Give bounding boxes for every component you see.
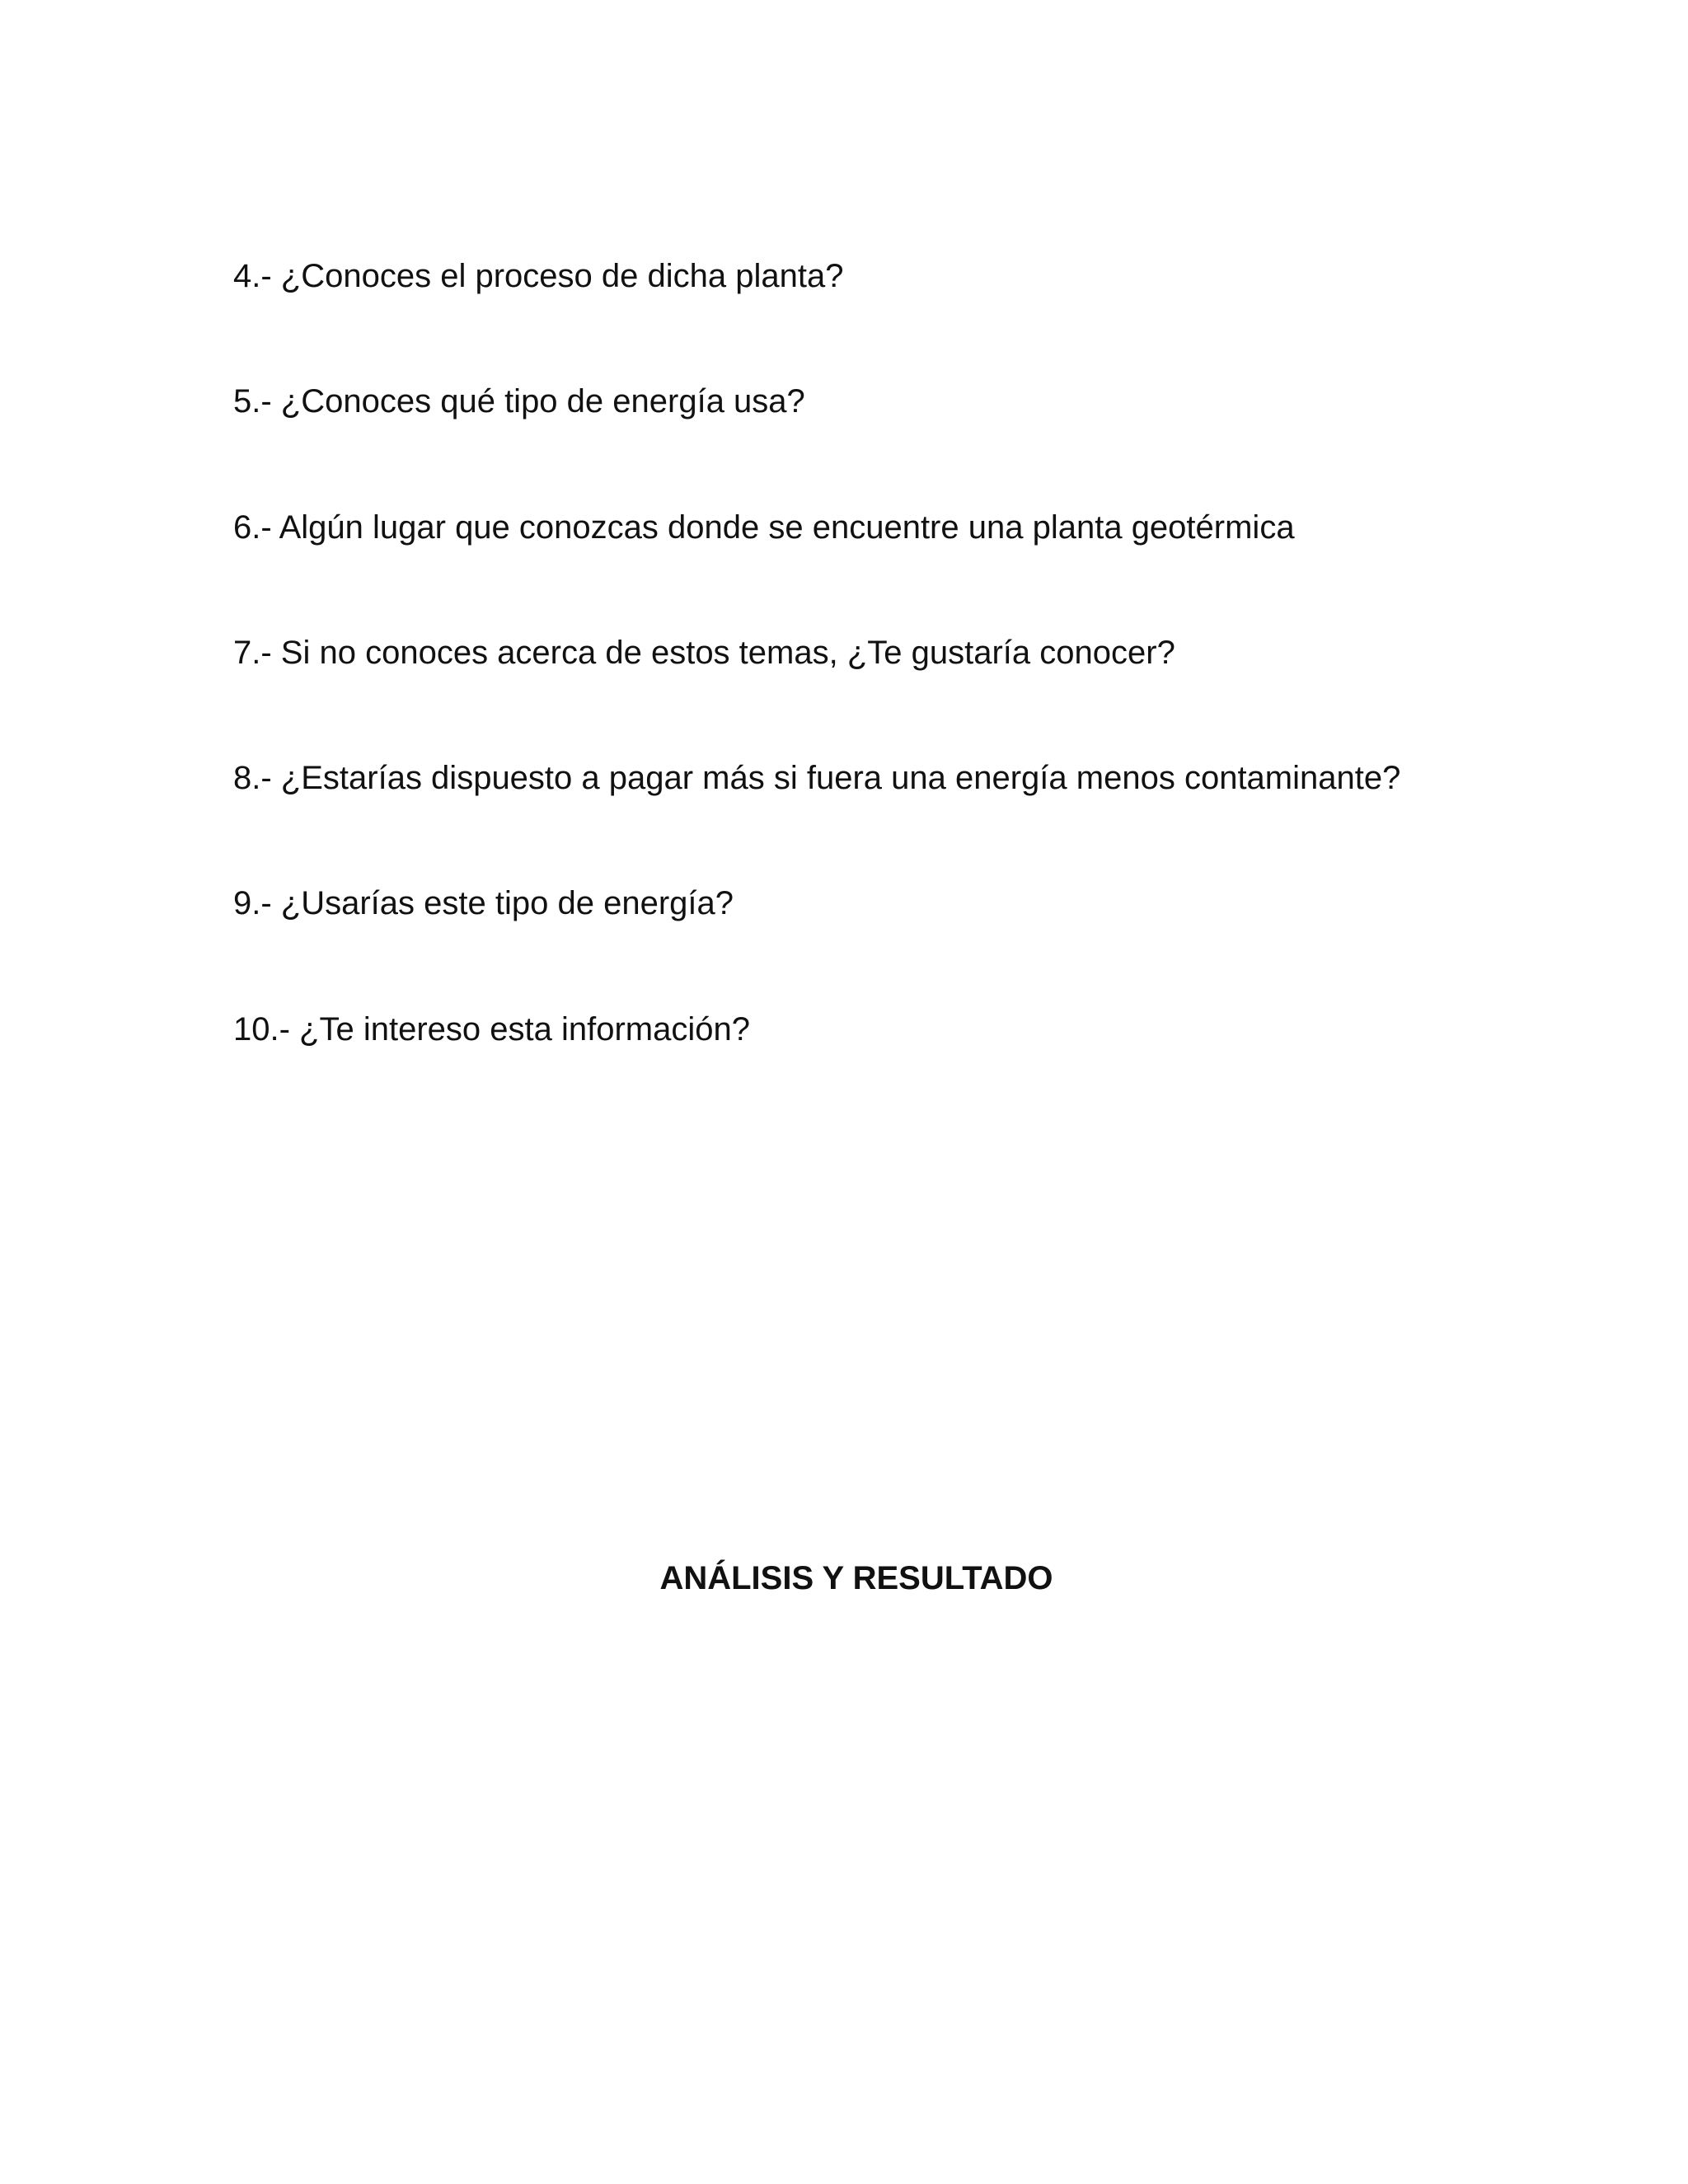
question-5: 5.- ¿Conoces qué tipo de energía usa? <box>233 383 805 419</box>
question-8: 8.- ¿Estarías dispuesto a pagar más si fuera una energía menos contaminante? <box>233 760 1401 796</box>
question-4: 4.- ¿Conoces el proceso de dicha planta? <box>233 258 844 294</box>
question-6: 6.- Algún lugar que conozcas donde se encuentre una planta geotérmica <box>233 509 1295 546</box>
question-9: 9.- ¿Usarías este tipo de energía? <box>233 885 734 921</box>
question-10: 10.- ¿Te intereso esta información? <box>233 1011 750 1047</box>
question-7: 7.- Si no conoces acerca de estos temas, ¿Te gustaría conocer? <box>233 635 1175 671</box>
section-heading-analisis-y-resultado: ANÁLISIS Y RESULTADO <box>659 1560 1053 1596</box>
